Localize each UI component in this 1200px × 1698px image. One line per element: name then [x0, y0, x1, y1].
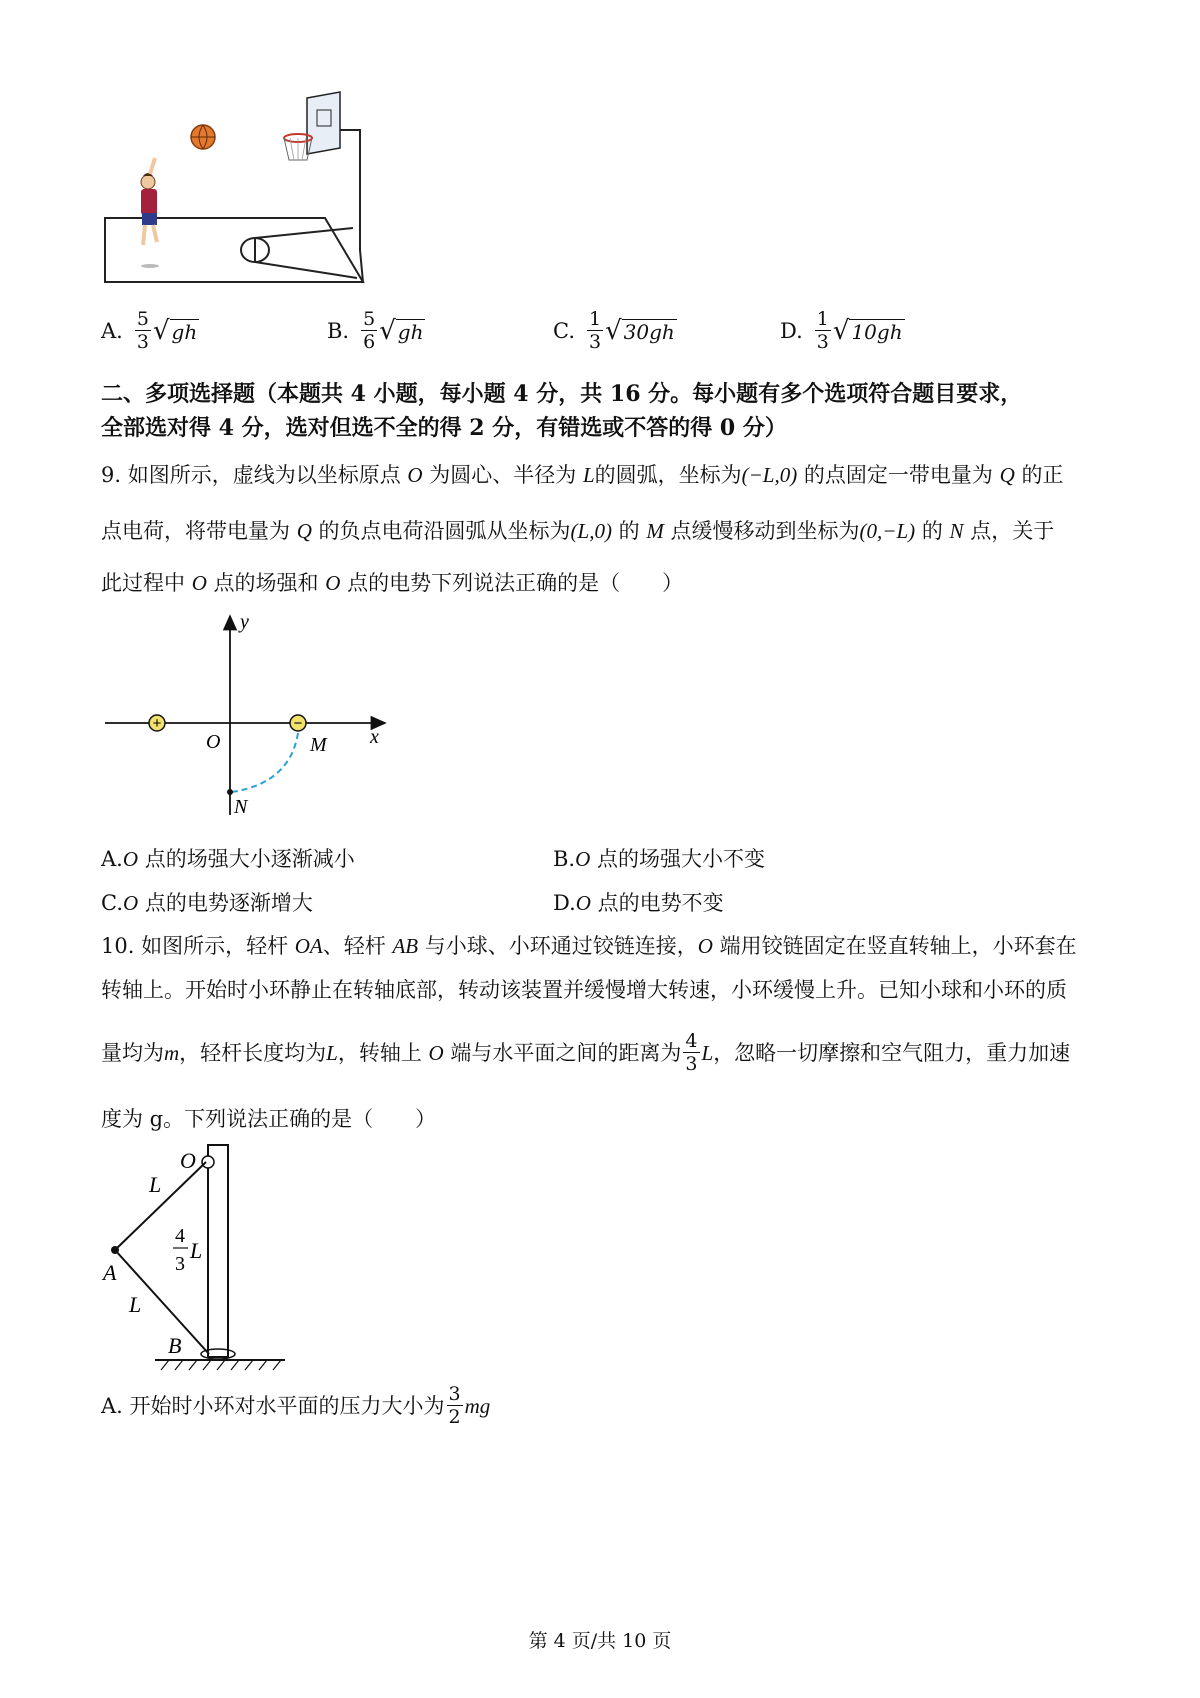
y-label: y	[240, 611, 249, 633]
height-frac-num: 4	[175, 1225, 185, 1247]
q10-line3: 量均为 m ，轻杆长度均为 L ，转轴上 O 端与水平面之间的距离为 $\frac{4}{3}$ L ，忽略一切摩擦和空气阻力，重力加速	[101, 1030, 1071, 1075]
arc-path	[232, 733, 298, 792]
minus-label: −	[293, 715, 303, 732]
q9-line3: 此过程中 O 点的场强和 O 点的电势下列说法正确的是（ ）	[101, 571, 684, 595]
q9-option-d[interactable]: D.O 点的电势不变	[553, 891, 724, 915]
height-l-label: L	[190, 1238, 203, 1263]
fraction: $\frac{5}{3}$	[136, 308, 149, 353]
fraction: $\frac{1}{3}$	[816, 308, 829, 353]
q9-option-c[interactable]: C.O 点的电势逐渐增大	[101, 891, 313, 915]
b-label: B	[168, 1333, 182, 1358]
fraction: $\frac{3}{2}$	[448, 1383, 461, 1428]
q10-line1: 10. 如图所示，轻杆 OA、轻杆 AB 与小球、小环通过铰链连接，O 端用铰链固定在竖直转轴上，小环套在	[101, 934, 1077, 958]
section-heading-line2: 全部选对得 4 分，选对但选不全的得 2 分，有错选或不答的得 0 分）	[101, 415, 787, 441]
q8-option-a[interactable]	[101, 308, 199, 353]
o-label: O	[180, 1148, 196, 1173]
fraction: $\frac{4}{3}$	[685, 1030, 698, 1075]
q10-option-a[interactable]: A. 开始时小环对水平面的压力大小为 $\frac{3}{2}$ mg	[101, 1383, 491, 1428]
q10-rod-figure	[95, 1140, 295, 1375]
q10-line2: 转轴上。开始时小环静止在转轴底部，转动该装置并缓慢增大转速，小环缓慢上升。已知小球和小环的质	[101, 978, 1067, 1002]
height-frac-den: 3	[175, 1253, 185, 1275]
radical: √ gh	[379, 315, 424, 346]
q9-option-b[interactable]: B.O 点的场强大小不变	[553, 847, 765, 871]
origin-label: O	[206, 731, 221, 753]
fraction: $\frac{5}{6}$	[363, 308, 376, 353]
q8-option-d[interactable]	[780, 308, 905, 353]
q9-option-a[interactable]: A.O 点的场强大小逐渐减小	[101, 847, 355, 871]
a-label: A	[103, 1260, 117, 1285]
radical: √ gh	[152, 315, 198, 346]
ball-a	[111, 1246, 119, 1254]
plus-label: +	[152, 715, 162, 732]
q9-line1: 9. 如图所示，虚线为以坐标原点 O 为圆心、半径为 L的圆弧，坐标为(−L,0) 的点固定一带电量为 Q 的正	[101, 463, 1064, 487]
fraction: $\frac{1}{3}$	[589, 308, 602, 353]
section-heading-line1: 二、多项选择题（本题共 4 小题，每小题 4 分，共 16 分。每小题有多个选项符合题目要求，	[101, 381, 1023, 407]
q9-coordinate-figure	[100, 608, 400, 823]
radical: √ 30gh	[605, 315, 675, 346]
q8-option-c[interactable]	[553, 308, 677, 353]
q10-line4: 度为 g。下列说法正确的是（ ）	[101, 1107, 437, 1131]
option-label: B.	[327, 318, 350, 343]
option-label: A.	[101, 318, 123, 343]
radical: √ 10gh	[832, 315, 903, 346]
basketball-figure	[95, 90, 385, 290]
page-footer: 第 4 页/共 10 页	[528, 1630, 672, 1652]
l-label-lower: L	[129, 1292, 142, 1317]
point-n	[227, 789, 233, 795]
q9-line2: 点电荷，将带电量为 Q 的负点电荷沿圆弧从坐标为(L,0) 的 M 点缓慢移动到坐标为(0,−L) 的 N 点，关于	[101, 519, 1055, 543]
q8-option-b[interactable]	[327, 308, 425, 353]
x-label: x	[370, 726, 379, 748]
n-label: N	[234, 796, 248, 818]
l-label-upper: L	[149, 1172, 162, 1197]
shaft	[208, 1145, 228, 1357]
m-label: M	[310, 734, 327, 756]
option-label: D.	[780, 318, 803, 343]
option-label: C.	[553, 318, 575, 343]
